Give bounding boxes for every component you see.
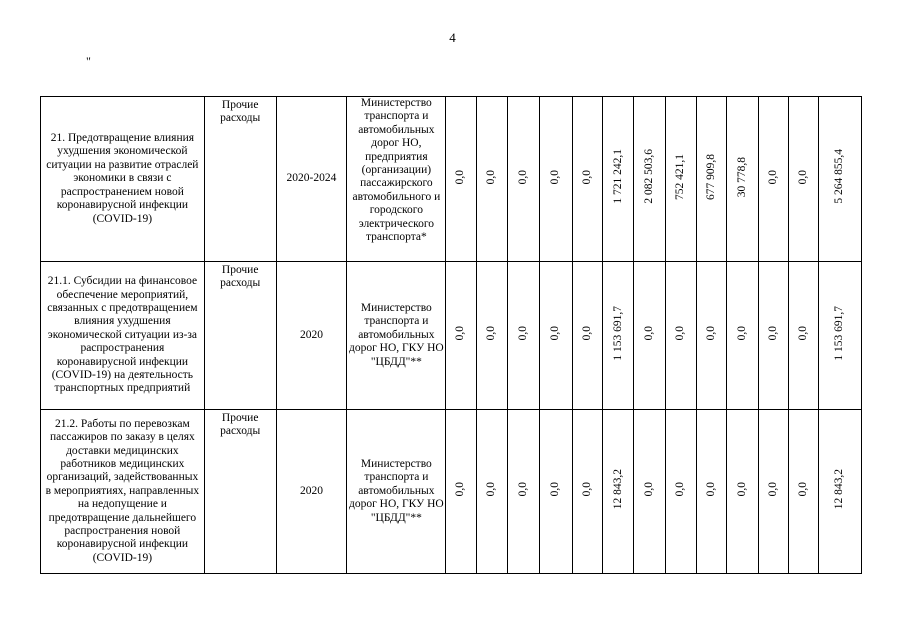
row-executor-cell: Министерство транспорта и автомобильных дорог НО, ГКУ НО "ЦБДД"** [347,262,446,410]
value-cell [697,97,727,262]
value-cell [572,97,602,262]
value-cell [476,410,507,574]
value-cell [665,262,696,410]
value-cell [727,97,758,262]
value-text: 0,0 [580,169,593,184]
value-text: 0,0 [735,482,748,497]
budget-table [40,96,862,574]
value-cell [727,410,758,574]
value-text: 752 421,1 [674,153,687,200]
row-type-cell: Прочие расходы [204,97,276,262]
row-executor-cell: Министерство транспорта и автомобильных дорог НО, ГКУ НО "ЦБДД"** [347,410,446,574]
value-text: 12 843,2 [611,469,624,510]
value-text: 1 153 691,7 [611,305,624,361]
value-cell [476,262,507,410]
page-number: 4 [449,30,456,45]
value-cell [572,262,602,410]
row-period-cell: 2020 [276,410,347,574]
value-text: 0,0 [485,169,498,184]
value-cell [697,410,727,574]
value-text: 0,0 [549,326,562,341]
value-cell [572,410,602,574]
row-name-cell: 21.2. Работы по перевозкам пассажиров по заказу в целях доставки медицинских работников медицинских организаций, задействованных в мероприятиях, направленных на недопущение и предотвращение дальнейшего распространения новой коронавирусной инфекции (COVID-19) [41,410,205,574]
table-row [41,262,862,410]
table-row [41,97,862,262]
value-cell [540,262,572,410]
value-cell [446,410,476,574]
value-cell [665,410,696,574]
value-text: 0,0 [517,482,530,497]
value-cell [508,410,540,574]
value-cell [634,97,665,262]
value-cell [789,97,819,262]
row-name-cell: 21.1. Субсидии на финансовое обеспечение мероприятий, связанных с предотвращением влияния ухудшения экономической ситуации из-за распространения коронавирусной инфекции (COVID-19) на деятельность транспортных предприятий [41,262,205,410]
value-text: 0,0 [797,482,809,497]
value-cell [540,410,572,574]
quote-mark: " [86,54,91,68]
value-cell [476,97,507,262]
value-text: 0,0 [797,169,809,184]
value-cell [540,97,572,262]
value-cell [789,410,819,574]
row-period-cell: 2020-2024 [276,97,347,262]
value-text: 0,0 [705,326,718,341]
value-cell [727,262,758,410]
value-text: 0,0 [674,326,687,341]
value-cell [603,262,634,410]
value-text: 0,0 [454,326,467,341]
value-text: 0,0 [735,326,748,341]
value-text: 677 909,8 [705,153,718,200]
value-cell [508,97,540,262]
row-period-cell: 2020 [276,262,347,410]
value-cell [634,262,665,410]
table-row [41,410,862,574]
row-type-cell: Прочие расходы [204,262,276,410]
value-cell [697,262,727,410]
value-text: 30 778,8 [735,156,748,197]
value-text: 0,0 [642,482,655,497]
value-text: 1 721 242,1 [611,149,624,205]
value-cell [789,262,819,410]
value-cell [446,97,476,262]
value-cell-total [819,262,862,410]
row-type-cell: Прочие расходы [204,410,276,574]
value-text: 0,0 [485,482,498,497]
value-text: 0,0 [454,482,467,497]
value-text: 0,0 [580,326,593,341]
value-cell [758,262,788,410]
value-cell [603,410,634,574]
value-cell-total [819,410,862,574]
value-text: 0,0 [766,169,779,184]
value-cell [603,97,634,262]
value-cell [758,410,788,574]
row-executor-cell: Министерство транспорта и автомобильных дорог НО, предприятия (организации) пассажирского автомобильного и городского электрического транспорта* [347,97,446,262]
value-text: 0,0 [549,169,562,184]
value-text: 0,0 [766,326,779,341]
value-cell [665,97,696,262]
value-text: 0,0 [797,326,809,341]
value-text: 0,0 [705,482,718,497]
value-cell [446,262,476,410]
value-text: 0,0 [549,482,562,497]
value-text: 0,0 [674,482,687,497]
value-text: 12 843,2 [833,469,846,510]
value-cell [758,97,788,262]
value-text: 2 082 503,6 [642,149,655,205]
value-text: 0,0 [517,326,530,341]
value-cell-total [819,97,862,262]
value-text: 0,0 [517,169,530,184]
row-name-cell: 21. Предотвращение влияния ухудшения экономической ситуации на развитие отраслей экономики в связи с распространением новой коронавирусной инфекции (COVID-19) [41,97,205,262]
value-cell [508,262,540,410]
value-text: 5 264 855,4 [833,149,846,205]
value-text: 0,0 [642,326,655,341]
value-cell [634,410,665,574]
value-text: 1 153 691,7 [833,305,846,361]
value-text: 0,0 [485,326,498,341]
value-text: 0,0 [766,482,779,497]
value-text: 0,0 [454,169,467,184]
value-text: 0,0 [580,482,593,497]
